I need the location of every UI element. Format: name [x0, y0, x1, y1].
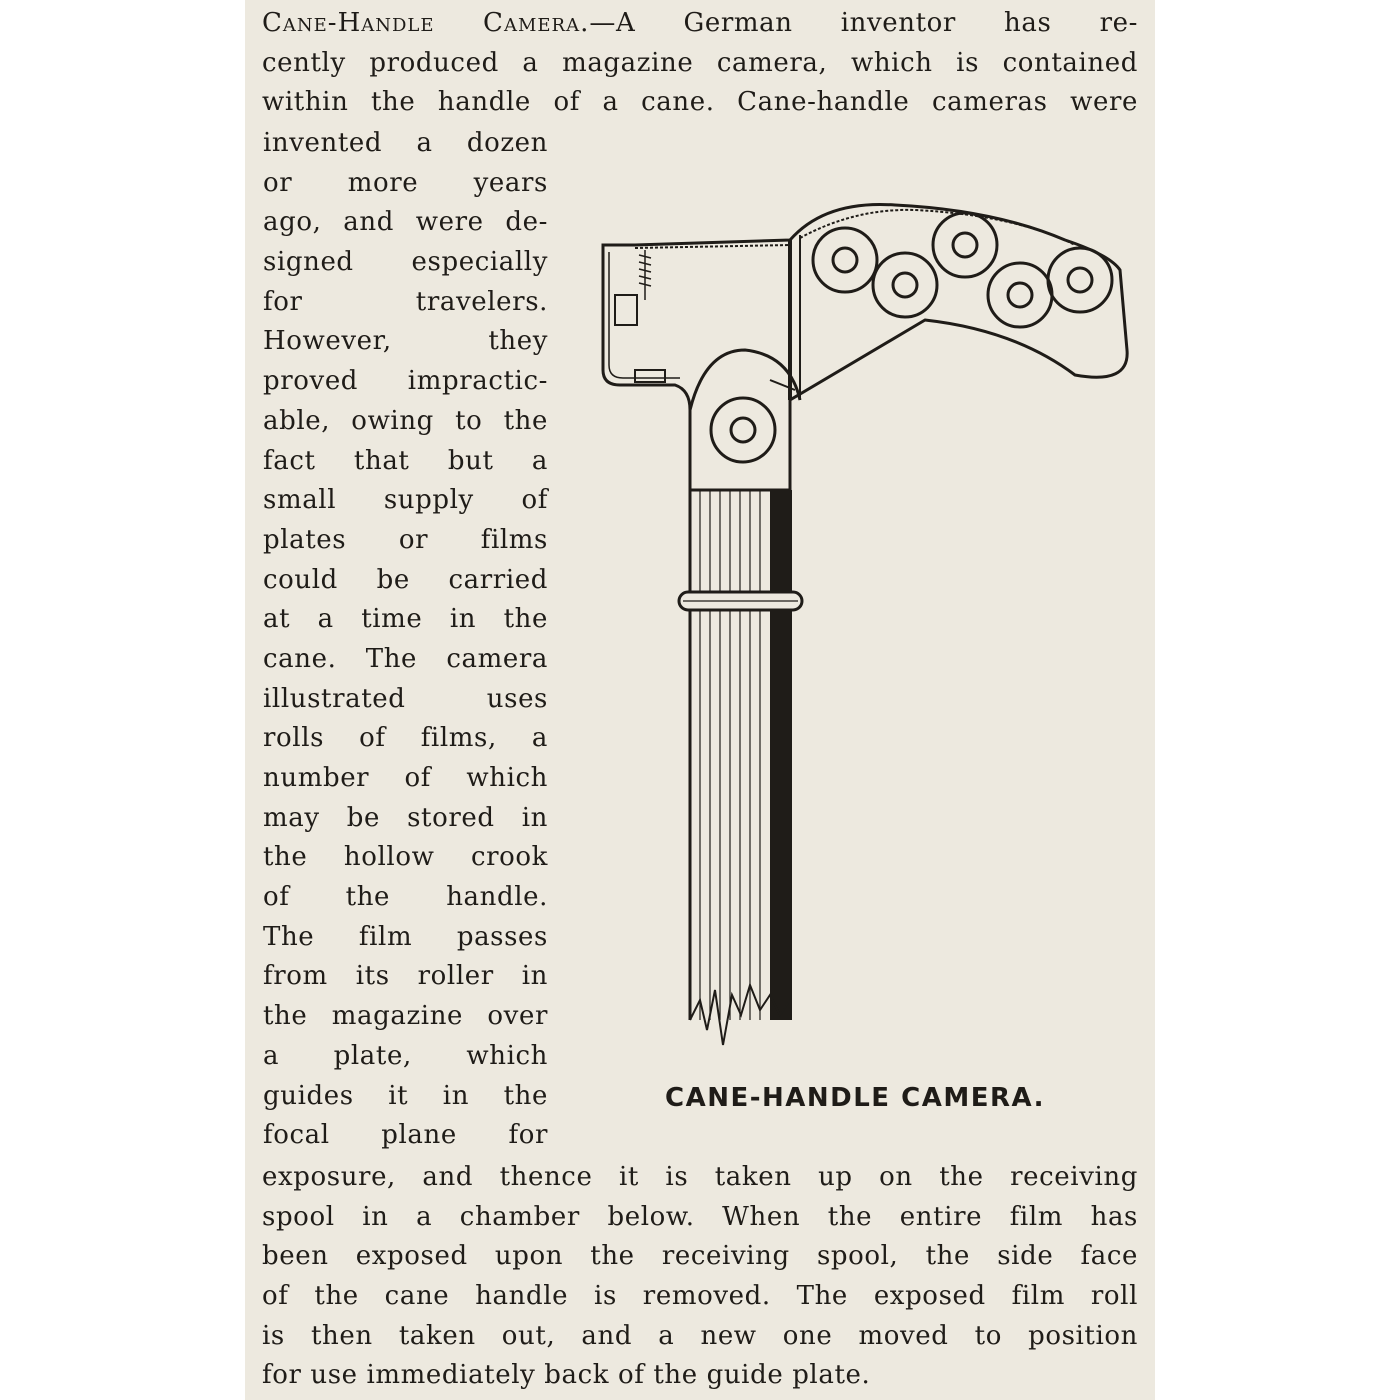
narrow-line: at a time in the [263, 604, 548, 635]
magazine-page [245, 0, 1155, 1400]
intro-line-3: within the handle of a cane. Cane-handle cameras were [262, 87, 1138, 118]
intro-line-1-text: —A German inventor has re- [589, 8, 1138, 38]
article-intro [262, 4, 1138, 123]
narrow-line: may be stored in [263, 802, 548, 833]
article-heading: Cane-Handle Camera. [262, 8, 590, 38]
narrow-line: number of which [263, 763, 548, 793]
cane-handle-camera-illustration [595, 200, 1135, 1060]
narrow-line: ago, and were de- [263, 207, 548, 238]
narrow-column [263, 124, 548, 1156]
narrow-line: rolls of films, a [263, 723, 548, 754]
conclusion-line: exposure, and thence it is taken up on the receiving [262, 1162, 1138, 1192]
narrow-line: signed especially [263, 247, 548, 278]
narrow-line: guides it in the [263, 1080, 548, 1111]
figure-caption: CANE-HANDLE CAMERA. [665, 1083, 1045, 1113]
narrow-line: However, they [263, 326, 548, 357]
intro-line-2: cently produced a magazine camera, which is contained [262, 47, 1138, 78]
narrow-line: the hollow crook [263, 842, 548, 873]
narrow-line: invented a dozen [263, 128, 548, 158]
narrow-line: The film passes [263, 921, 548, 952]
conclusion-line: of the cane handle is removed. The exposed film roll [262, 1281, 1138, 1312]
narrow-line: could be carried [263, 564, 548, 595]
conclusion-line: spool in a chamber below. When the entire film has [262, 1201, 1138, 1232]
narrow-line: or more years [263, 167, 548, 198]
narrow-line: able, owing to the [263, 405, 548, 436]
narrow-line: illustrated uses [263, 683, 548, 714]
conclusion-line: for use immediately back of the guide plate. [262, 1360, 871, 1391]
intro-line-1 [262, 4, 1138, 44]
narrow-line: for travelers. [263, 286, 548, 317]
narrow-line: plates or films [263, 524, 548, 555]
narrow-line: cane. The camera [263, 643, 548, 674]
narrow-line: fact that but a [263, 445, 548, 476]
narrow-line: from its roller in [263, 961, 548, 992]
conclusion-line: is then taken out, and a new one moved to position [262, 1320, 1138, 1351]
narrow-line: proved impractic- [263, 366, 548, 397]
conclusion-line: been exposed upon the receiving spool, the side face [262, 1241, 1138, 1272]
narrow-line: the magazine over [263, 1001, 548, 1032]
narrow-line: of the handle. [263, 882, 548, 913]
narrow-line: small supply of [263, 485, 548, 516]
article-conclusion [262, 1158, 1138, 1396]
narrow-line: a plate, which [263, 1040, 548, 1071]
narrow-line: focal plane for [263, 1120, 548, 1151]
